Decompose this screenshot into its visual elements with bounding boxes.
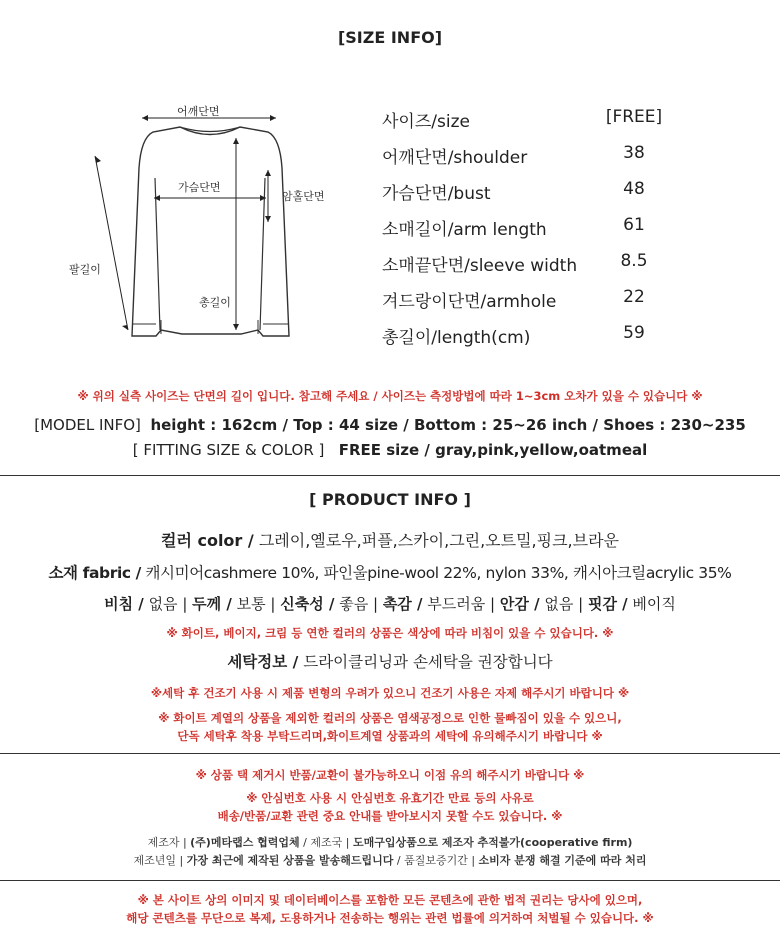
size-row-value: 48 [623,179,645,199]
warranty-label: 품질보증기간 [404,854,468,867]
color-line [0,528,780,551]
size-row-label: 어깨단면/shoulder [382,148,528,168]
sheer-label: 비침 / [104,595,144,613]
thickness-label: 두께 / [192,595,232,613]
divider [0,475,780,476]
fit-value: 베이직 [632,595,676,613]
fabric-line [0,561,780,583]
model-info-details: height : 162cm / Top : 44 size / Bottom : 25~26 inch / Shoes : 230~235 [150,416,746,434]
size-notice: ※ 위의 실측 사이즈는 단면의 길이 입니다. 참고해 주세요 / 사이즈는 측정방법에 따라 1~3cm 오차가 있을 수 있습니다 ※ [77,389,703,403]
tag-removal-notice: ※ 상품 택 제거시 반품/교환이 불가능하오니 이점 유의 해주시기 바랍니다 ※ [195,768,585,782]
thickness-value: 보통 [236,595,266,613]
sweater-outline-icon [60,98,350,358]
size-row [382,287,682,311]
stretch-value: 좋음 [339,595,369,613]
attr-separator: | [578,595,584,613]
size-row [382,143,682,167]
size-row-label: 겨드랑이단면/armhole [382,292,557,312]
fabric-label: 소재 fabric / [48,564,141,582]
product-info-title: [ PRODUCT INFO ] [309,490,471,509]
divider [0,753,780,754]
size-row-label: 소매끝단면/sleeve width [382,256,578,276]
diagram-label-shoulder: 어깨단면 [177,105,220,118]
diagram-label-bust: 가슴단면 [178,181,221,194]
maker-line: 제조자 | (주)메타랩스 협력업체 / 제조국 | 도매구입상품으로 제조자 추적불가(cooperative firm) [147,836,633,849]
lining-label: 안감 / [499,595,540,613]
fitting-details: FREE size / gray,pink,yellow,oatmeal [338,441,648,459]
copyright-line-1: ※ 본 사이트 상의 이미지 및 데이터베이스를 포함한 모든 콘텐츠에 관한 법적 권리는 당사에 있으며, [137,893,643,907]
wash-notice-separate: 단독 세탁후 착용 부탁드리며,화이트계열 상품과의 세탁에 유의해주시기 바랍니다 ※ [177,729,603,743]
safe-number-notice: ※ 안심번호 사용 시 안심번호 유효기간 만료 등의 사유로 [246,791,534,805]
date-label: 제조년일 [133,854,177,867]
size-row [382,179,682,203]
wash-line [0,650,780,672]
copyright-line-2: 해당 콘텐츠를 무단으로 복제, 도용하거나 전송하는 행위는 관련 법률에 의거하여 처벌될 수 있습니다. ※ [126,911,654,925]
size-row-value: [FREE] [605,107,663,127]
size-row-value: 59 [623,323,645,343]
size-info-title: [SIZE INFO] [337,28,443,47]
diagram-label-arm: 팔길이 [69,263,101,276]
safe-number-notice-2: 배송/반품/교환 관련 중요 안내를 받아보시지 못할 수도 있습니다. ※ [217,809,563,823]
stretch-label: 신축성 / [280,595,335,613]
color-value: 그레이,옐로우,퍼플,스카이,그린,오트밀,핑크,브라운 [258,531,620,550]
attributes-line [0,593,780,614]
size-row [382,323,682,347]
attr-separator: | [182,595,188,613]
size-row-label: 사이즈/size [382,112,470,132]
country-value: 도매구입상품으로 제조자 추적불가(cooperative firm) [352,836,633,849]
fitting-prefix: [ FITTING SIZE & COLOR ] [132,441,325,459]
attr-separator: | [270,595,276,613]
fitting-info [0,441,780,459]
date-line: 제조년일 | 가장 최근에 제작된 상품을 발송해드립니다 / 품질보증기간 | 소비자 분쟁 해결 기준에 따라 처리 [133,854,647,867]
size-row-label: 총길이/length(cm) [382,328,531,348]
size-row [382,107,682,131]
model-info [0,416,780,434]
touch-label: 촉감 / [382,595,423,613]
wash-notice-dryer: ※세탁 후 건조기 사용 시 제품 변형의 우려가 있으니 건조기 사용은 자제 해주시기 바랍니다 ※ [150,686,630,700]
fabric-value: 캐시미어cashmere 10%, 파인울pine-wool 22%, nylon 33%, 캐시아크릴acrylic 35% [145,564,732,582]
diagram-label-armhole: 암홀단면 [282,190,325,203]
model-info-prefix: [MODEL INFO] [34,416,141,434]
attr-separator: | [490,595,496,613]
garment-diagram [60,98,350,358]
lining-value: 없음 [544,595,574,613]
country-label: 제조국 [310,836,343,849]
sheer-value: 없음 [148,595,178,613]
size-row-value: 22 [623,287,645,307]
diagram-label-length: 총길이 [199,296,231,309]
size-row-value: 8.5 [620,251,648,271]
attr-separator: | [372,595,379,613]
warranty-value: 소비자 분쟁 해결 기준에 따라 처리 [478,854,647,867]
touch-value: 부드러움 [427,595,486,613]
sheer-notice: ※ 화이트, 베이지, 크림 등 연한 컬러의 상품은 색상에 따라 비침이 있을 수 있습니다. ※ [166,626,614,640]
size-row [382,215,682,239]
maker-value: (주)메타랩스 협력업체 [190,836,300,849]
wash-value: 드라이클리닝과 손세탁을 권장합니다 [303,653,553,671]
wash-label: 세탁정보 / [227,653,299,671]
size-row [382,251,682,275]
size-row-value: 61 [623,215,645,235]
date-value: 가장 최근에 제작된 상품을 발송해드립니다 [186,854,394,867]
color-label: 컬러 color / [160,531,254,550]
size-row-value: 38 [623,143,645,163]
maker-label: 제조자 [147,836,180,849]
size-row-label: 소매길이/arm length [382,220,547,240]
size-row-label: 가슴단면/bust [382,184,491,204]
divider [0,880,780,881]
wash-notice-dye: ※ 화이트 계열의 상품을 제외한 컬러의 상품은 염색공정으로 인한 물빠짐이 있을 수 있으니, [158,711,622,725]
fit-label: 핏감 / [587,595,628,613]
